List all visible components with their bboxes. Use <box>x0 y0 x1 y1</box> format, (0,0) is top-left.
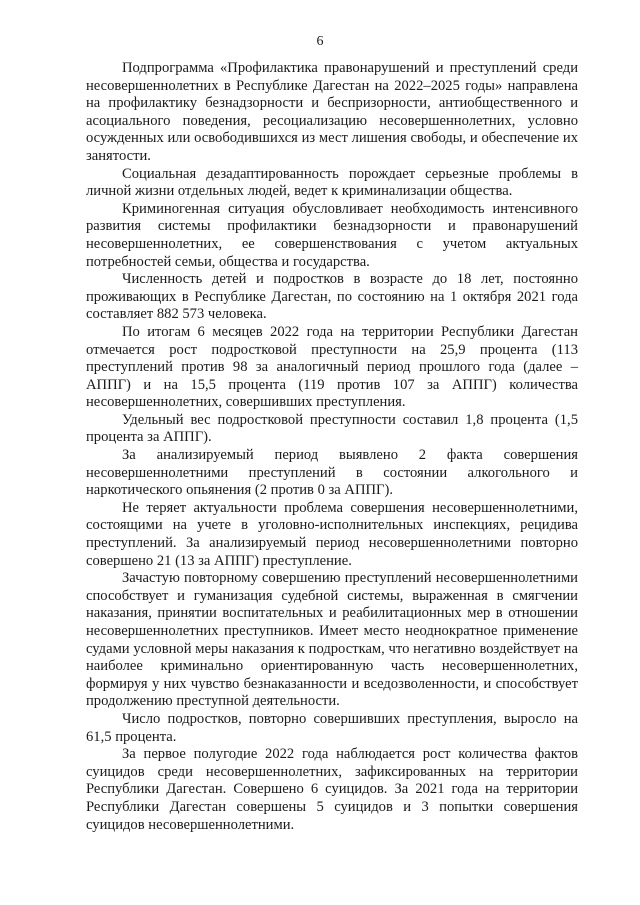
paragraph: Подпрограмма «Профилактика правонарушений и преступлений среди несовершеннолетних в Республике Дагестан на 2022–2025 годы» направлена на профилактику безнадзорности и беспризорности, антиобщественного и асоциального поведения, ресоциализацию несовершеннолетних, условно осужденных или освободившихся из мест лишения свободы, и обеспечение их занятости. <box>86 60 578 164</box>
paragraph: За анализируемый период выявлено 2 факта совершения несовершеннолетними преступлений в состоянии алкогольного и наркотического опьянения (2 против 0 за АППГ). <box>86 447 578 499</box>
paragraph: По итогам 6 месяцев 2022 года на территории Республики Дагестан отмечается рост подростковой преступности на 25,9 процента (113 преступлений против 98 за аналогичный период прошлого года (далее – АППГ) и на 15,5 процента (119 против 107 за АППГ) количества несовершеннолетних, совершивших преступления. <box>86 323 578 411</box>
paragraph: За первое полугодие 2022 года наблюдается рост количества фактов суицидов среди несовершеннолетних, зафиксированных на территории Республики Дагестан. Совершено 6 суицидов. За 2021 года на территории Республики Дагестан совершены 5 суицидов и 3 попытки совершения суицидов несовершеннолетними. <box>86 746 578 833</box>
document-body <box>86 60 578 834</box>
paragraph: Численность детей и подростков в возрасте до 18 лет, постоянно проживающих в Республике Дагестан, по состоянию на 1 октября 2021 года составляет 882 573 человека. <box>86 271 578 323</box>
paragraph: Зачастую повторному совершению преступлений несовершеннолетними способствует и гуманизация судебной системы, выраженная в смягчении наказания, принятии воспитательных и реабилитационных мер в отношении несовершеннолетних преступников. Имеет место неоднократное применение судами условной меры наказания к подросткам, что негативно воздействует на наиболее криминально ориентированную часть несовершеннолетних, формируя у них чувство безнаказанности и вседозволенности, и способствует продолжению преступной деятельности. <box>86 570 578 710</box>
paragraph: Социальная дезадаптированность порождает серьезные проблемы в личной жизни отдельных людей, ведет к криминализации общества. <box>86 165 578 200</box>
page-number: 6 <box>316 34 324 49</box>
paragraph: Криминогенная ситуация обусловливает необходимость интенсивного развития системы профилактики безнадзорности и правонарушений несовершеннолетних, ее совершенствования с учетом актуальных потребностей семьи, общества и государства. <box>86 200 578 270</box>
paragraph: Число подростков, повторно совершивших преступления, выросло на 61,5 процента. <box>86 710 578 745</box>
paragraph: Не теряет актуальности проблема совершения несовершеннолетними, состоящими на учете в уголовно-исполнительных инспекциях, рецидива преступлений. За анализируемый период несовершеннолетними повторно совершено 21 (13 за АППГ) преступление. <box>86 499 578 569</box>
paragraph: Удельный вес подростковой преступности составил 1,8 процента (1,5 процента за АППГ). <box>86 411 578 446</box>
